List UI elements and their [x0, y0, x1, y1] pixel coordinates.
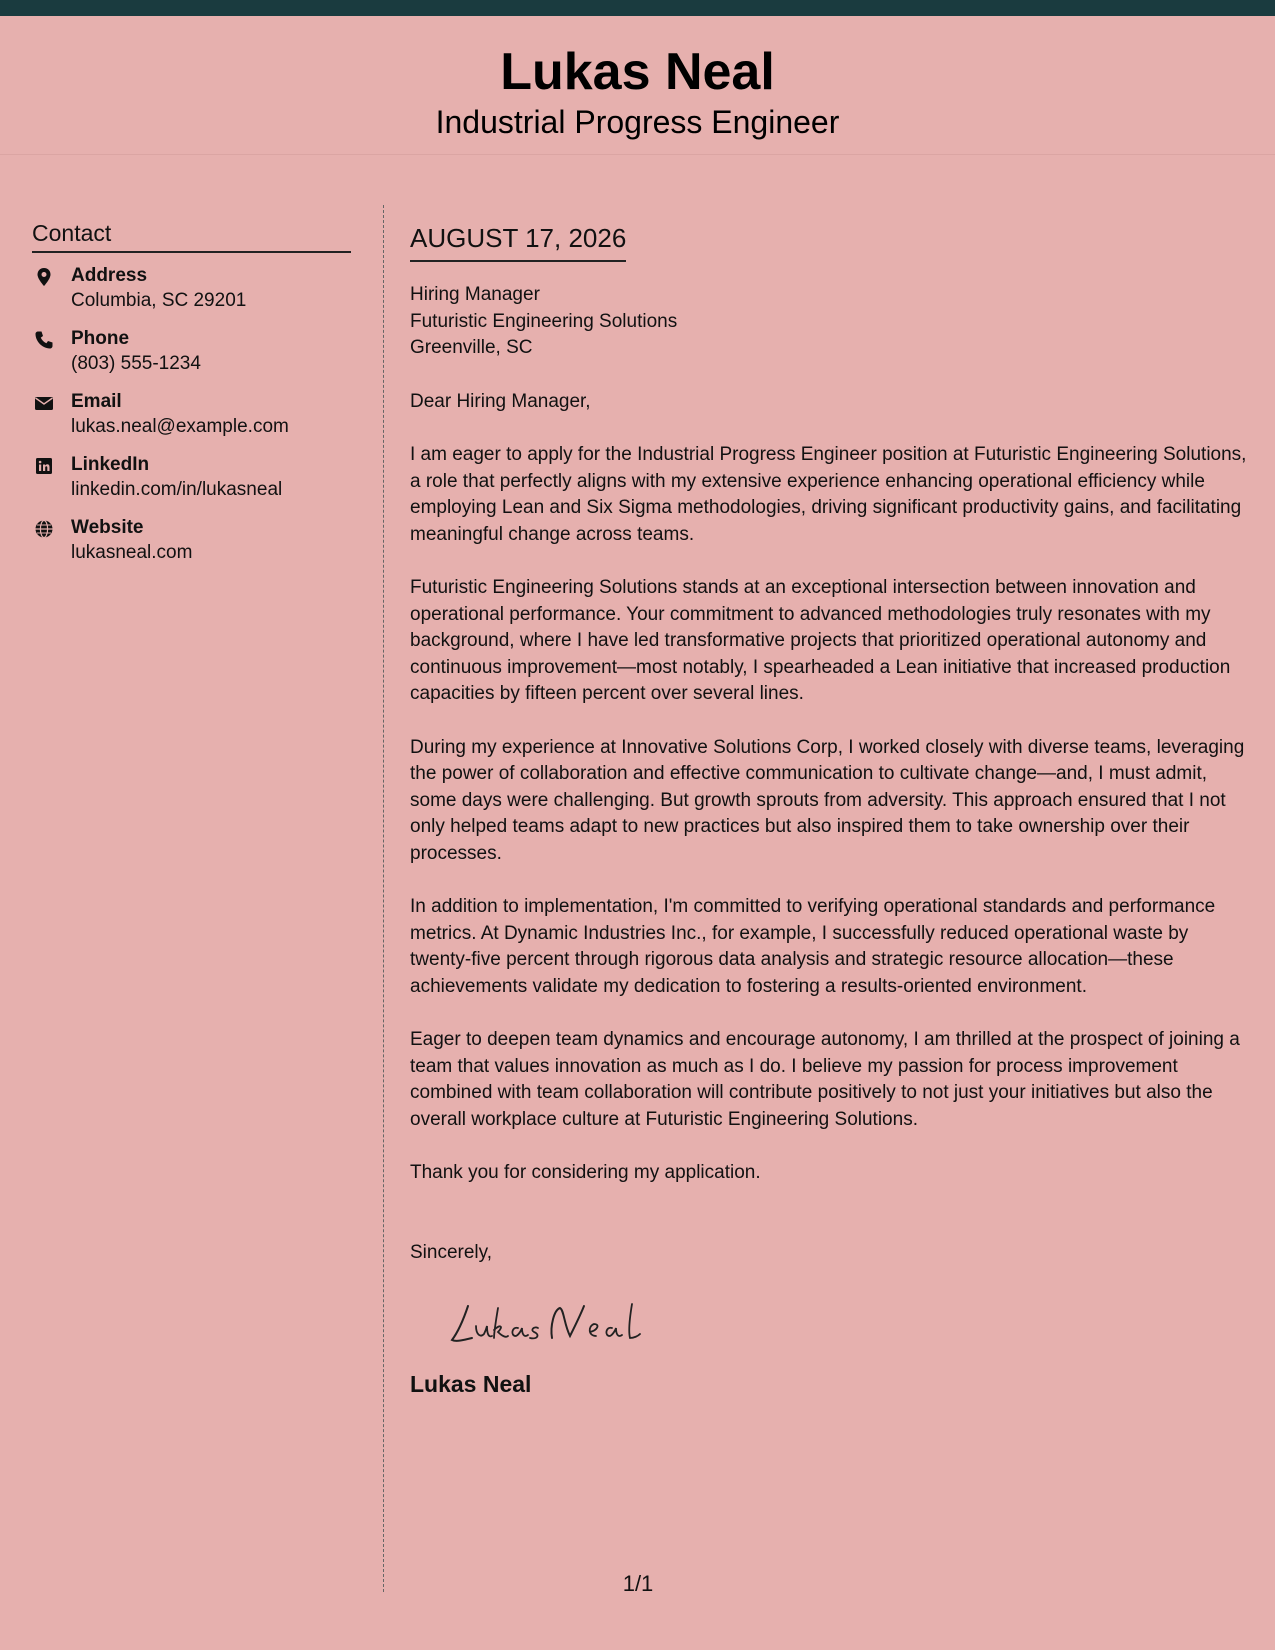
letter-paragraph: Futuristic Engineering Solutions stands at an exceptional intersection between innovation and operational performance. Your commitment to advanced methodologies truly resonates with my background, where I have led transformative projects that prioritized operational autonomy and continuous improvement—most notably, I spearheaded a Lean initiative that increased production capacities by fifteen percent over several lines.: [410, 577, 1231, 704]
contact-item-website: [32, 515, 351, 578]
website-value: lukasneal.com: [71, 542, 193, 563]
top-accent-bar: [0, 0, 1275, 16]
address-value: Columbia, SC 29201: [71, 290, 247, 311]
recipient-line: Hiring Manager: [410, 284, 540, 305]
contact-sidebar: [32, 218, 351, 578]
contact-list: [32, 263, 351, 578]
letter-paragraph: In addition to implementation, I'm committed to verifying operational standards and performance metrics. At Dynamic Industries Inc., for example, I successfully reduced operational waste by twenty-five percent through rigorous data analysis and strategic resource allocation—these achievements validate my dedication to fostering a results-oriented environment.: [410, 896, 1216, 997]
recipient-location: Greenville, SC: [410, 337, 533, 358]
address-label: Address: [71, 265, 148, 286]
map-pin-icon: [34, 267, 54, 287]
letter-paragraph: During my experience at Innovative Solutions Corp, I worked closely with diverse teams, leveraging the power of collaboration and effective communication to cultivate change—and, I must admit, some days were challenging. But growth sprouts from adversity. This approach ensured that I not only helped teams adapt to new practices but also inspired them to take ownership over their processes.: [410, 736, 1245, 864]
letter-paragraph: Eager to deepen team dynamics and encourage autonomy, I am thrilled at the prospect of joining a team that values innovation as much as I do. I believe my passion for process improvement combined with team collaboration will contribute positively to not just your initiatives but also the overall workplace culture at Futuristic Engineering Solutions.: [410, 1029, 1240, 1130]
letter-paragraph: I am eager to apply for the Industrial Progress Engineer position at Futuristic Engineering Solutions, a role that perfectly aligns with my extensive experience enhancing operational efficiency while employing Lean and Six Sigma methodologies, driving significant productivity gains, and facilitating meaningful change across teams.: [410, 444, 1247, 545]
phone-label: Phone: [71, 328, 130, 349]
phone-icon: [34, 330, 54, 350]
linkedin-icon: [34, 456, 54, 476]
recipient-block: [410, 282, 1250, 362]
column-divider: [383, 205, 384, 1592]
globe-icon: [34, 519, 54, 539]
email-label: Email: [71, 391, 122, 412]
linkedin-value: linkedin.com/in/lukasneal: [71, 479, 283, 500]
email-value: lukas.neal@example.com: [71, 416, 289, 437]
website-label: Website: [71, 517, 144, 538]
contact-item-email: [32, 389, 351, 452]
contact-item-phone: [32, 326, 351, 389]
applicant-name: Lukas Neal: [500, 43, 775, 101]
page-number: 1/1: [622, 1571, 654, 1596]
recipient-company: Futuristic Engineering Solutions: [410, 310, 678, 332]
page-header: [0, 16, 1275, 155]
contact-item-linkedin: [32, 452, 351, 515]
salutation: Dear Hiring Manager,: [410, 390, 591, 412]
letter-date: AUGUST 17, 2026: [410, 220, 626, 262]
signed-name: Lukas Neal: [410, 1371, 532, 1397]
letter-paragraph: Thank you for considering my application.: [410, 1162, 761, 1183]
job-title: Industrial Progress Engineer: [435, 104, 840, 140]
phone-value: (803) 555-1234: [71, 353, 201, 374]
handwritten-signature: [446, 1288, 646, 1354]
linkedin-label: LinkedIn: [71, 454, 150, 475]
contact-heading: Contact: [32, 218, 351, 253]
envelope-icon: [34, 393, 54, 413]
closing: Sincerely,: [410, 1241, 493, 1263]
contact-item-address: [32, 263, 351, 326]
letter-body: [410, 220, 1250, 1399]
